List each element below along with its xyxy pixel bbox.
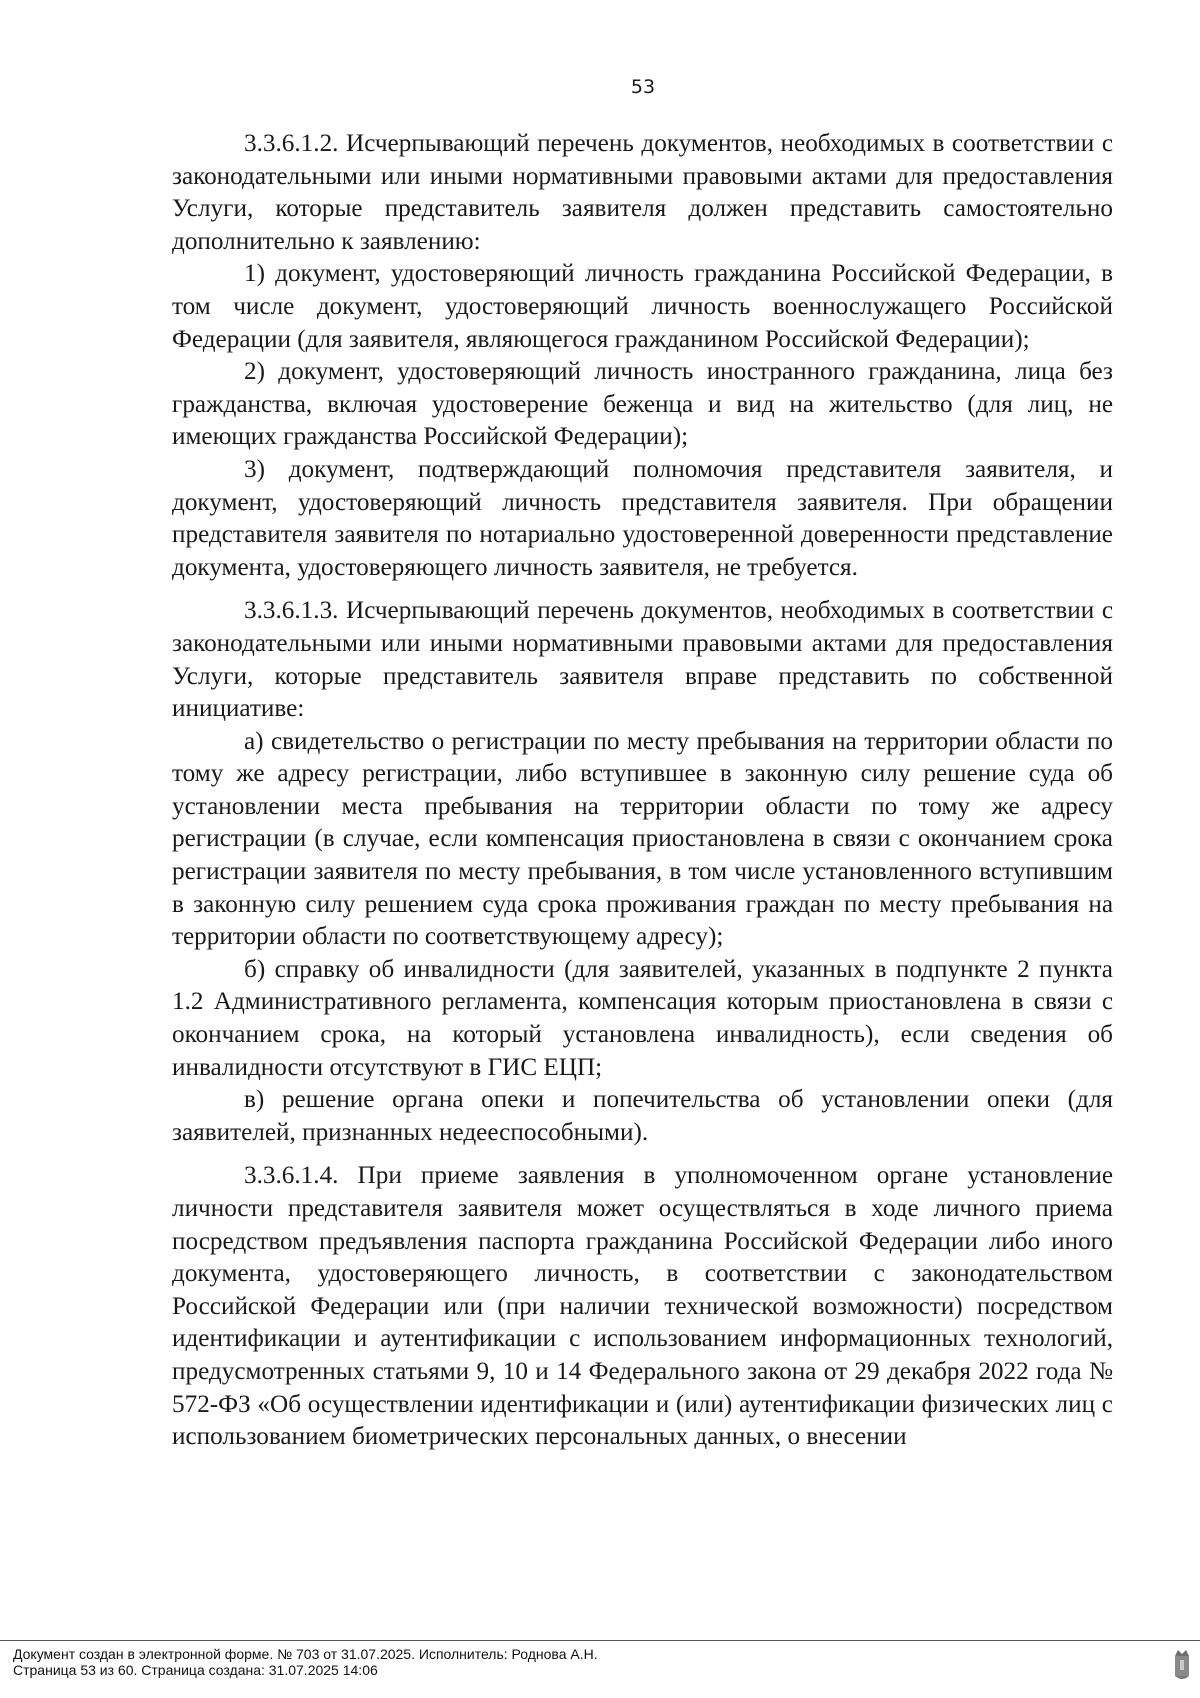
- footer-text: [13, 1647, 598, 1678]
- paragraph: в) решение органа опеки и попечительства об установлении опеки (для заявителей, признанных недееспособными).: [172, 1086, 1113, 1146]
- footer-line-page: Страница 53 из 60. Страница создана: 31.07.2025 14:06: [13, 1661, 378, 1678]
- paragraph: б) справку об инвалидности (для заявителей, указанных в подпункте 2 пункта 1.2 Административного регламента, компенсация которым приостановлена в связи с окончанием срока, на который установлена инвалидность), если сведения об инвалидности отсутствуют в ГИС ЕЦП;: [172, 955, 1113, 1081]
- coat-of-arms-icon: [1172, 1644, 1192, 1684]
- paragraph: 3.3.6.1.2. Исчерпывающий перечень документов, необходимых в соответствии с законодательными или иными нормативными правовыми актами для предоставления Услуги, которые представитель заявителя должен представить самостоятельно дополнительно к заявлению:: [172, 130, 1113, 255]
- footer: [0, 1640, 1200, 1678]
- footer-line-document: Документ создан в электронной форме. № 703 от 31.07.2025. Исполнитель: Роднова А.Н.: [13, 1646, 598, 1662]
- paragraph: 3.3.6.1.3. Исчерпывающий перечень документов, необходимых в соответствии с законодательными или иными нормативными правовыми актами для предоставления Услуги, которые представитель заявителя вправе представить по собственной инициативе:: [172, 597, 1113, 723]
- paragraph: 3.3.6.1.4. При приеме заявления в уполномоченном органе установление личности представителя заявителя может осуществляться в ходе личного приема посредством предъявления паспорта гражданина Российской Федерации либо иного документа, удостоверяющего личность, в соответствии с законодательством Российской Федерации или (при наличии технической возможности) посредством идентификации и аутентификации с использованием информационных технологий, предусмотренных статьями 9, 10 и 14 Федерального закона от 29 декабря 2022 года № 572-ФЗ «Об осуществлении идентификации и (или) аутентификации физических лиц с использованием биометрических персональных данных, о внесении: [172, 1162, 1113, 1451]
- paragraph: 3) документ, подтверждающий полномочия представителя заявителя, и документ, удостоверяющий личность представителя заявителя. При обращении представителя заявителя по нотариально удостоверенной доверенности представление документа, удостоверяющего личность заявителя, не требуется.: [172, 455, 1113, 581]
- paragraph: 2) документ, удостоверяющий личность иностранного гражданина, лица без гражданства, включая удостоверение беженца и вид на жительство (для лиц, не имеющих гражданства Российской Федерации);: [172, 358, 1113, 451]
- paragraph: 1) документ, удостоверяющий личность гражданина Российской Федерации, в том числе документ, удостоверяющий личность военнослужащего Российской Федерации (для заявителя, являющегося гражданином Российской Федерации);: [172, 260, 1113, 353]
- page-number: 53: [630, 76, 656, 98]
- paragraph: а) свидетельство о регистрации по месту пребывания на территории области по тому же адресу регистрации, либо вступившее в законную силу решение суда об установлении места пребывания на территории области по тому же адресу регистрации (в случае, если компенсация приостановлена в связи с окончанием срока регистрации заявителя по месту пребывания, в том числе установленного вступившим в законную силу решением суда срока проживания граждан по месту пребывания на территории области по соответствующему адресу);: [172, 727, 1113, 951]
- document-body: [172, 128, 1113, 1454]
